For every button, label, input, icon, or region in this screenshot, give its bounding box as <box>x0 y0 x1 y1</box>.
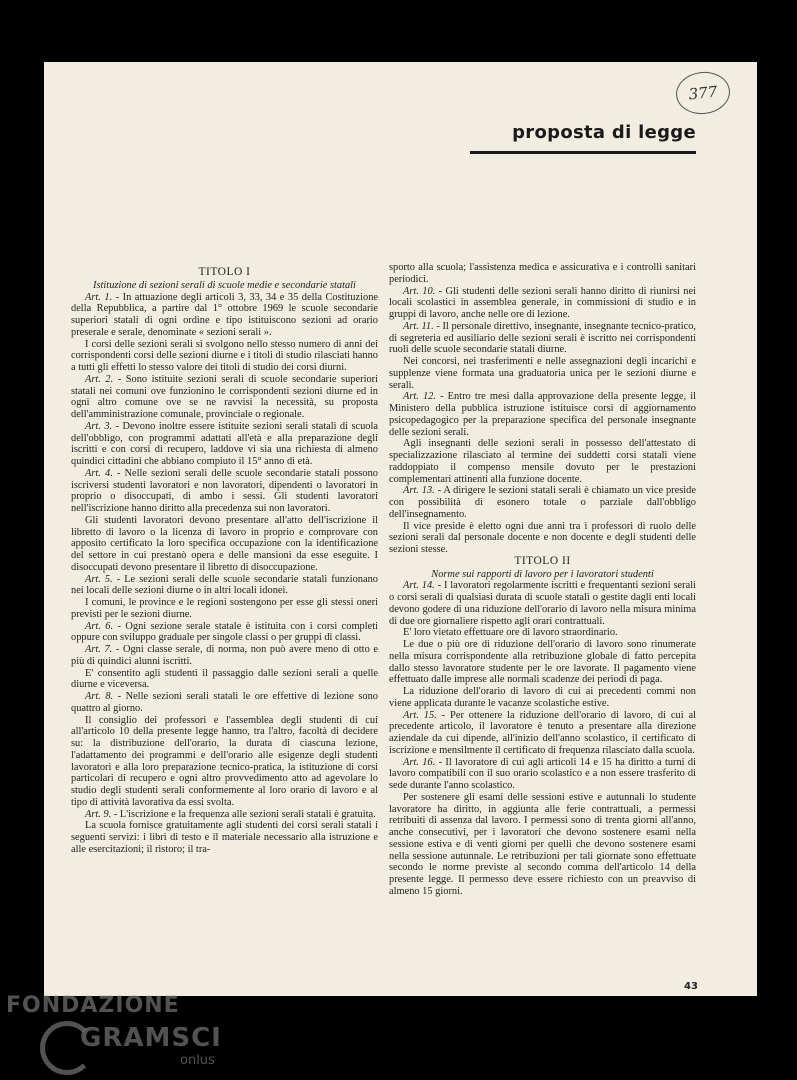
paragraph <box>71 292 378 339</box>
paragraph <box>71 421 378 468</box>
watermark-logo <box>6 993 226 1077</box>
paragraph-text: - Sono istituite sezioni serali di scuole secondarie superiori statali nei comuni ove funzionino le corrispondenti sezioni diurne ed in ogni altro comune ove se ne ravvisi la necessità, su proposta dell'amministrazione comunale, provinciale o regionale. <box>71 373 378 420</box>
article-label: Art. 16. <box>403 756 436 768</box>
paragraph <box>389 438 696 485</box>
article-label: Art. 1. <box>85 291 113 303</box>
paragraph-text: - A dirigere le sezioni statali serali è chiamato un vice preside con possibilità di esonero totale o parziale dall'obbligo dell'insegnamento. <box>389 485 696 520</box>
paragraph-text: - L'iscrizione e la frequenza alle sezioni serali statali è gratuita. <box>111 808 376 820</box>
paragraph <box>71 374 378 421</box>
article-label: Art. 7. <box>85 644 113 655</box>
left-paragraphs <box>71 292 378 856</box>
paragraph <box>389 262 696 286</box>
page-number: 43 <box>684 981 698 992</box>
paragraph-text: Agli insegnanti delle sezioni serali in possesso dell'attestato di specializzazione rilasciato al termine dei suddetti corsi statali viene raddoppiato il compenso mensile dovuto per le prestazioni complementari attinenti alla funzione docente. <box>389 438 696 485</box>
paragraph <box>389 286 696 321</box>
article-label: Art. 2. <box>85 373 114 385</box>
paragraph <box>71 809 378 821</box>
paragraph-text: - I lavoratori regolarmente iscritti e frequentanti sezioni serali o corsi serali di qualsiasi durata di scuole statali o gestite dagli enti locali devono godere di una riduzione dell'orario di lavoro nella misura minima di due ore giornaliere rispetto agli orari contrattuali. <box>389 580 696 627</box>
paragraph-text: Le due o più ore di riduzione dell'orario di lavoro sono rinumerate nella misura corrispondente alla retribuzione globale di fatto percepita dallo stesso lavoratore studente per le ore lavorate. Il pagamento viene effettuato dalle imprese alle normali scadenze dei periodi di paga. <box>389 639 696 686</box>
titolo-subtitle: Istituzione di sezioni serali di scuole medie e secondarie statali <box>93 279 356 291</box>
paragraph <box>71 339 378 374</box>
paragraph-text: - Il lavoratore di cui agli articoli 14 e 15 ha diritto a turni di lavoro compatibili con il suo orario scolastico e a non essere trasferito di sede durante l'anno scolastico. <box>389 756 696 791</box>
titolo-heading: TITOLO I <box>198 267 251 278</box>
paragraph <box>389 639 696 686</box>
article-label: Art. 10. <box>403 285 436 297</box>
article-label: Art. 15. <box>403 709 437 721</box>
paragraph-text: I comuni, le province e le regioni sostengono per esse gli stessi oneri previsti per le sezioni diurne. <box>71 597 378 620</box>
paragraph <box>71 468 378 515</box>
paragraph-text: Gli studenti lavoratori devono presentare all'atto dell'iscrizione il libretto di lavoro o la licenza di lavoro in proprio e comprovare con apposito certificato la loro specifica occupazione con la identificazione del settore in cui prestanò opera e delle mansioni da esse eseguite. I disoccupati devono presentare il libretto di disoccupazione. <box>71 514 378 573</box>
paragraph-text: La riduzione dell'orario di lavoro di cui ai precedenti commi non viene applicata durante le vacanze scolastiche estive. <box>389 686 696 709</box>
article-label: Art. 11. <box>403 320 434 332</box>
paragraph-text: - Le sezioni serali delle scuole secondarie statali funzionano nei locali delle sezioni diurne o in altri locali idonei. <box>71 573 378 597</box>
paragraph <box>389 521 696 556</box>
document-page <box>44 62 757 996</box>
article-label: Art. 4. <box>85 467 113 479</box>
left-column <box>71 267 378 987</box>
paragraph-text: E' loro vietato effettuare ore di lavoro straordinario. <box>403 627 618 639</box>
paragraph-text: Per sostenere gli esami delle sessioni estive e autunnali lo studente lavoratore ha diritto, in aggiunta alle ferie contrattuali, a permessi retribuiti di assenza dal lavoro. I permessi sono di trenta giorni all'anno, anche consecutivi, per i lavoratori che devono sostenere esami nella sessione estiva e di venti giorni per quelli che devono sostenere esami nella sessione autunnale. Le retribuzioni per tali giornate sono effettuate secondo le norme previste al secondo comma dell'articolo 14 della presente legge. Il permesso deve essere richiesto con un preavviso di almeno 15 giorni. <box>389 791 696 897</box>
paragraph <box>71 715 378 809</box>
paragraph <box>71 644 378 668</box>
titolo-ii-subtitle: Norme sui rapporti di lavoro per i lavoratori studenti <box>431 568 654 580</box>
paragraph <box>71 621 378 645</box>
article-label: Art. 3. <box>85 420 113 432</box>
paragraph-text: Il consiglio dei professori e l'assemblea degli studenti di cui all'articolo 10 della presente legge hanno, tra l'altro, facoltà di decidere su: la distribuzione dell'orario, la durata di ciascuna lezione, l'adattamento dei programmi e dell'orario alle esigenze degli studenti lavoratori e alla loro preparazione tecnico-pratica, la istituzione di corsi particolari di recupero e ogni altro provvedimento atto ad agevolare lo studio degli studenti serali conformemente al loro orario di lavoro e al tipo di attività lavorativa da essi svolta. <box>71 714 378 808</box>
paragraph <box>71 574 378 598</box>
paragraph-text: - Per ottenere la riduzione dell'orario di lavoro, di cui al precedente articolo, il lavoratore è tenuto a presentare alla direzione aziendale da cui dipende, all'inizio dell'anno scolastico, il certificato di iscrizione e mensilmente il certificato di frequenza rilasciato dalla scuola. <box>389 709 696 756</box>
paragraph <box>389 792 696 898</box>
paragraph <box>389 391 696 438</box>
watermark-line3: onlus <box>180 1053 215 1068</box>
paragraph-text: - Ogni classe serale, di norma, non può avere meno di otto e più di quindici alunni iscritti. <box>71 644 378 667</box>
article-label: Art. 12. <box>403 391 436 403</box>
section-title: proposta di legge <box>512 122 696 143</box>
paragraph-text: - Nelle sezioni serali delle scuole secondarie statali possono iscriversi studenti lavoratori e non lavoratori, dipendenti o lavoratori in proprio o disoccupati, di ambo i sessi. Gli studenti lavoratori nell'iscrizione hanno diritto alla precedenza sui non lavoratori. <box>71 467 378 514</box>
article-label: Art. 14. <box>403 580 435 592</box>
right-paragraphs-a <box>389 262 696 556</box>
paragraph-text: - Il personale direttivo, insegnante, insegnante tecnico-pratico, di segreteria ed ausiliario delle sezioni serali è iscritto nei corrispondenti ruoli delle scuole secondarie statali diurne. <box>389 320 696 356</box>
paragraph <box>71 597 378 621</box>
paragraph <box>389 485 696 520</box>
paragraph <box>389 356 696 391</box>
right-paragraphs-b <box>389 580 696 897</box>
paragraph-text: - In attuazione degli articoli 3, 33, 34 e 35 della Costituzione della Repubblica, a partire dal 1° ottobre 1969 le scuole secondarie superiori statali di ogni ordine e tipo istituiscono sezioni ad orario preserale e serale, denominate « sezioni serali ». <box>71 291 378 338</box>
paragraph-text: - Ogni sezione serale statale è istituita con i corsi completi oppure con sviluppo graduale per singole classi o per gruppi di classi. <box>71 620 378 644</box>
right-column <box>389 262 696 982</box>
paragraph-text: - Gli studenti delle sezioni serali hanno diritto di riunirsi nei locali scolastici in assemblea generale, in commissioni di studio e in gruppi di lavoro, anche nelle ore di lezione. <box>389 285 696 320</box>
paragraph-text: Nei concorsi, nei trasferimenti e nelle assegnazioni degli incarichi e supplenze viene formata una graduatoria unica per le sezioni diurne e serali. <box>389 356 696 391</box>
paragraph <box>389 321 696 356</box>
paragraph <box>389 627 696 639</box>
watermark-line1: FONDAZIONE <box>6 993 180 1018</box>
title-rule <box>470 151 696 154</box>
paragraph-text: La scuola fornisce gratuitamente agli studenti dei corsi serali statali i seguenti servizi: i libri di testo e il materiale necessario alla istruzione e alle esercitazioni; il ristoro; il tra- <box>71 820 378 855</box>
paragraph-text: - Entro tre mesi dalla approvazione della presente legge, il Ministero della pubblica istruzione istituisce corsi di aggiornamento psicopedagogico per la preparazione specifica del personale insegnante delle sezioni serali. <box>389 391 696 438</box>
paragraph-text: sporto alla scuola; l'assistenza medica e assicurativa e i controlli sanitari periodici. <box>389 262 696 285</box>
article-label: Art. 6. <box>85 620 114 632</box>
paragraph-text: - Devono inoltre essere istituite sezioni serali statali di scuola dell'obbligo, con programmi adattati all'età e alla preparazione degli iscritti e con corsi di recupero, laddove vi sia una richiesta di almeno quindici cittadini che abbiano compiuto il 15° anno di età. <box>71 420 378 467</box>
paragraph-text: E' consentito agli studenti il passaggio dalle sezioni serali a quelle diurne e viceversa. <box>71 667 378 691</box>
paragraph <box>389 686 696 710</box>
article-label: Art. 9. <box>85 808 112 820</box>
paragraph <box>71 820 378 855</box>
paragraph <box>71 515 378 574</box>
article-label: Art. 13. <box>403 485 435 497</box>
paragraph <box>71 691 378 715</box>
paragraph-text: Il vice preside è eletto ogni due anni tra i professori di ruolo delle sezioni serali dal personale docente e non docente e degli studenti delle sezioni stesse. <box>389 520 696 555</box>
paragraph-text: - Nelle sezioni serali statali le ore effettive di lezione sono quattro al giorno. <box>71 691 378 714</box>
paragraph-text: I corsi delle sezioni serali si svolgono nello stesso numero di anni dei corrispondenti corsi delle sezioni diurne e i titoli di studio rilasciati hanno a tutti gli effetti lo stesso valore dei titoli di studio dei corsi diurni. <box>71 338 378 373</box>
paragraph <box>389 580 696 627</box>
handwritten-page-number: 377 <box>674 69 732 116</box>
paragraph <box>389 710 696 757</box>
paragraph <box>389 757 696 792</box>
paragraph <box>71 668 378 692</box>
watermark-line2: GRAMSCI <box>80 1023 222 1053</box>
titolo-ii-heading: TITOLO II <box>514 554 571 567</box>
article-label: Art. 5. <box>85 573 113 585</box>
article-label: Art. 8. <box>85 691 114 702</box>
